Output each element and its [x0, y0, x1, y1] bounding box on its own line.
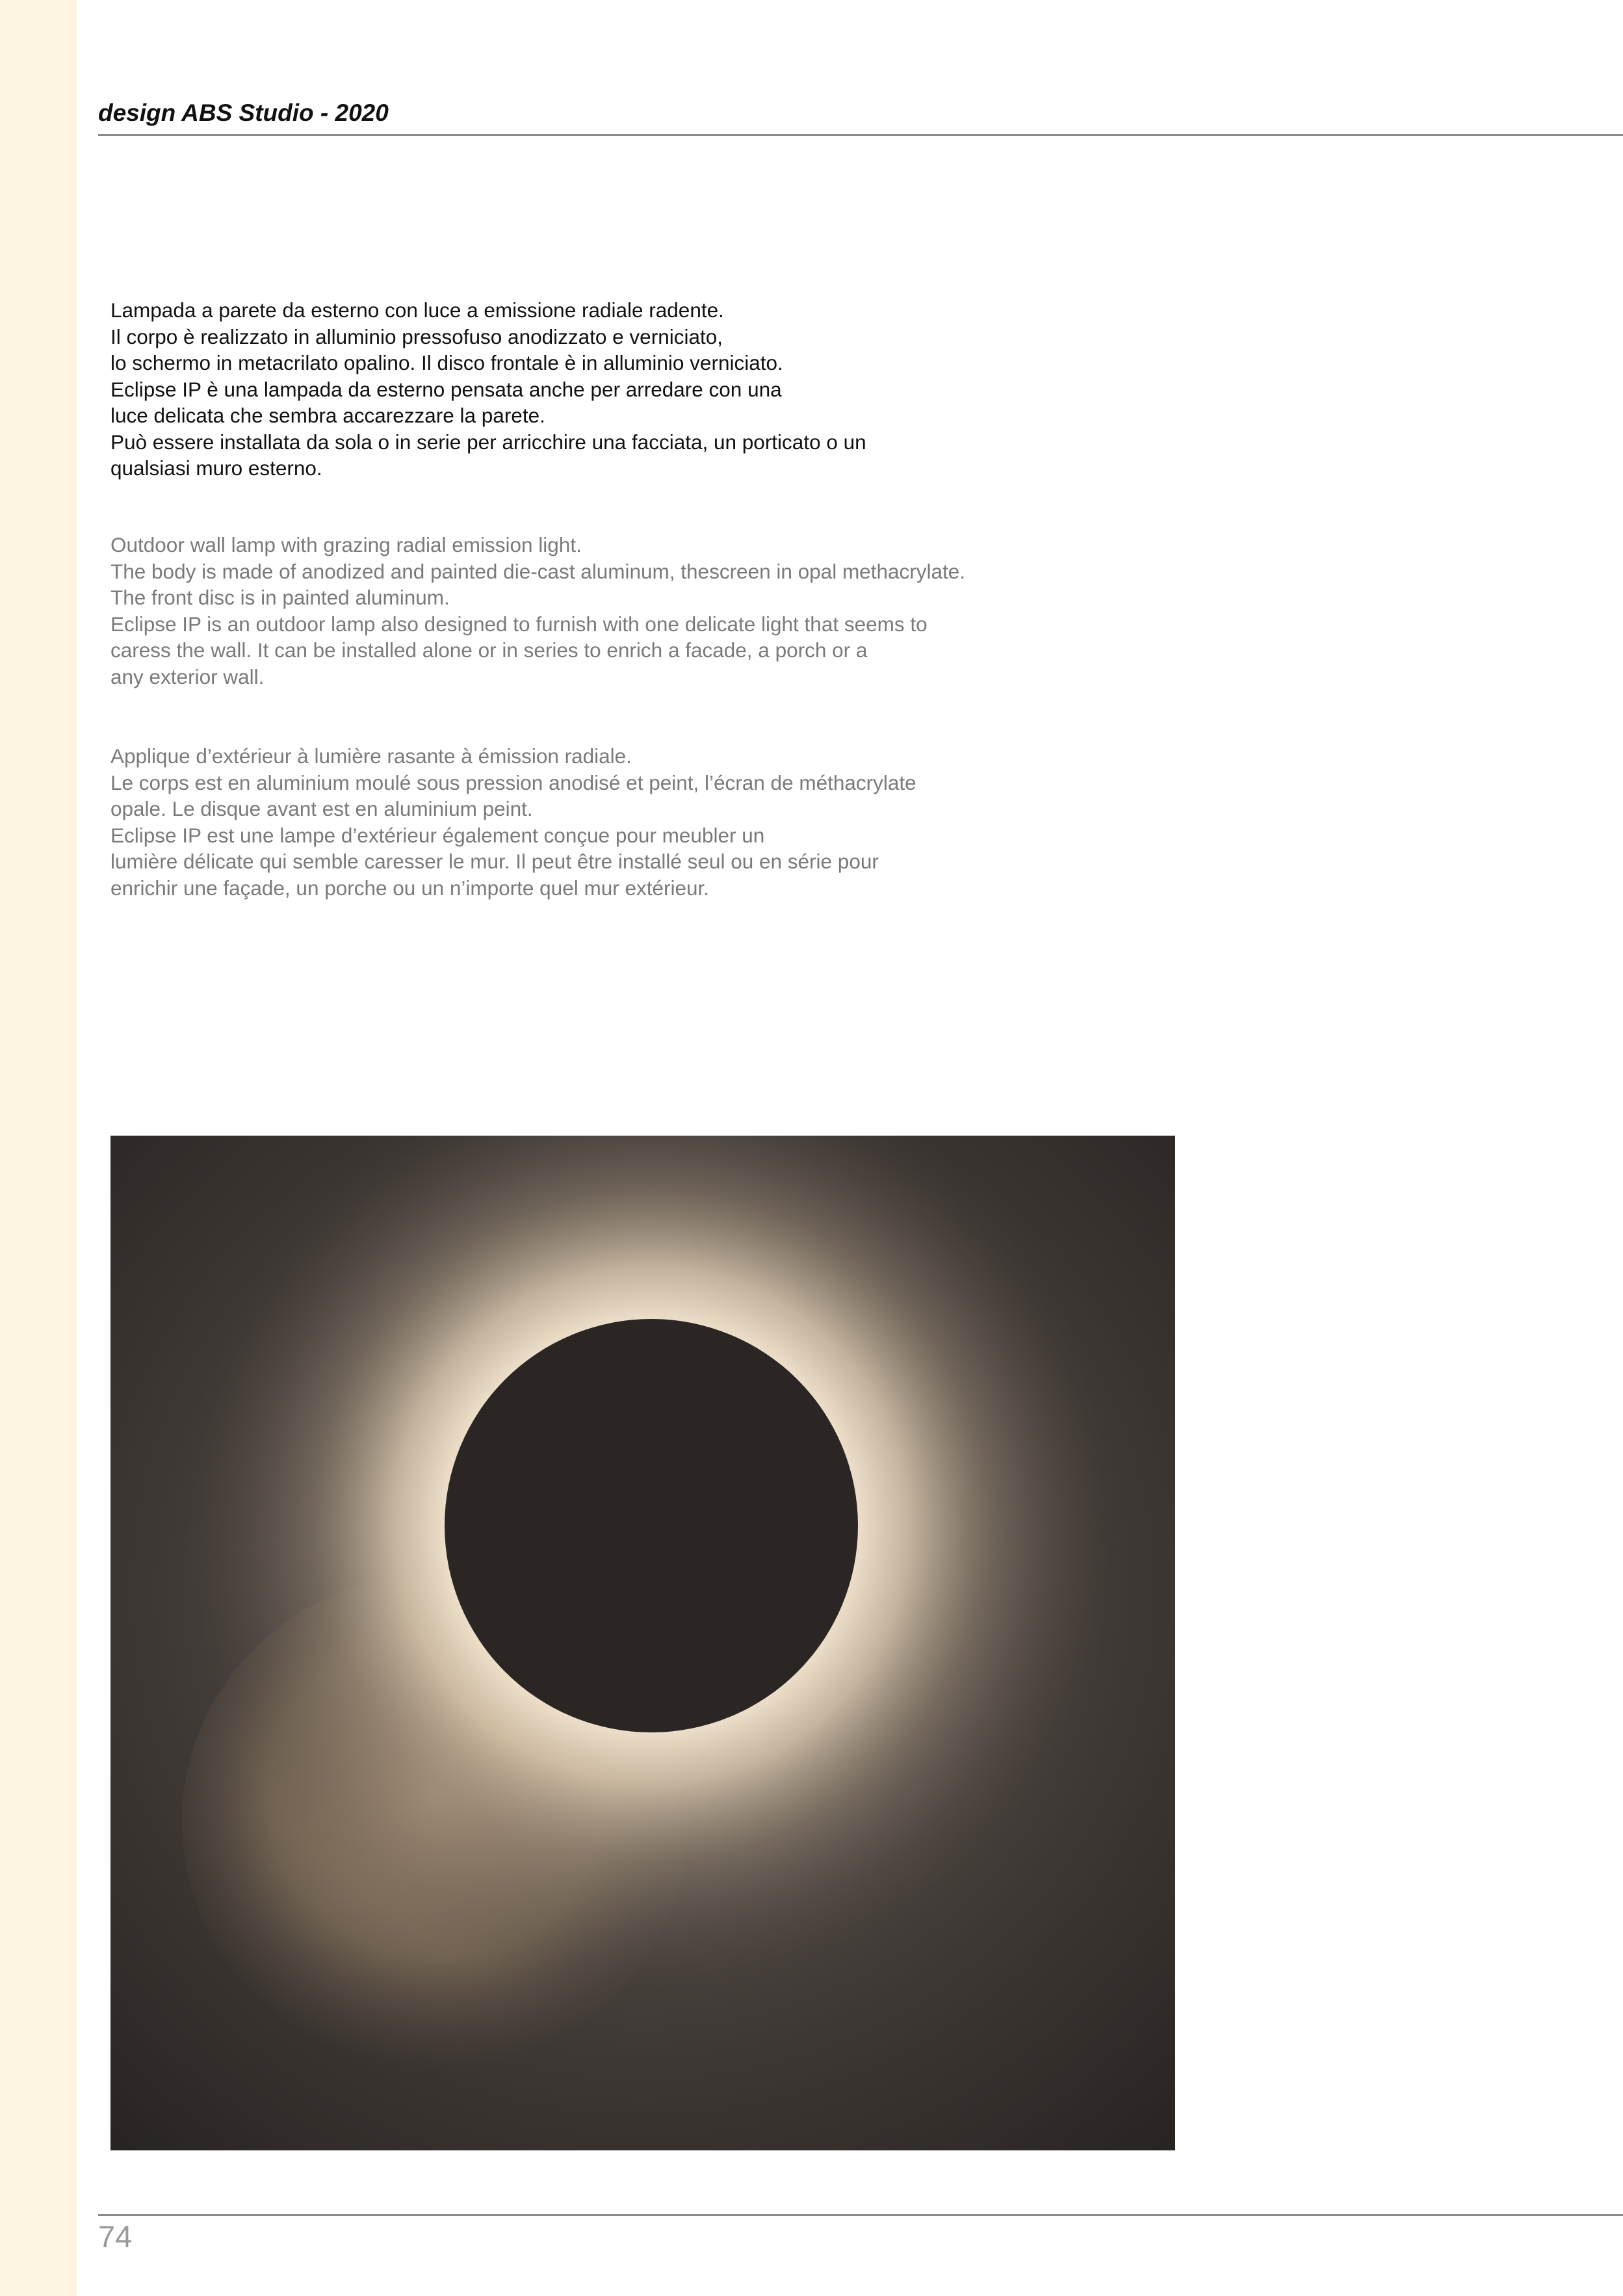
- page-header-title: design ABS Studio - 2020: [98, 99, 389, 126]
- description-line: qualsiasi muro esterno.: [110, 456, 322, 480]
- description-line: lumière délicate qui semble caresser le mur. Il peut être installé seul ou en série pour: [110, 850, 879, 873]
- lamp-illustration: [110, 1136, 1175, 2150]
- description-line: Eclipse IP est une lampe d’extérieur également conçue pour meubler un: [110, 823, 765, 847]
- description-line: The front disc is in painted aluminum.: [110, 586, 450, 609]
- description-line: Eclipse IP is an outdoor lamp also designed to furnish with one delicate light that seems to: [110, 612, 928, 636]
- description-line: Le corps est en aluminium moulé sous pression anodisé et peint, l’écran de méthacrylate: [110, 770, 916, 794]
- description-line: The body is made of anodized and painted die-cast aluminum, thescreen in opal methacrylate.: [110, 559, 966, 583]
- page-number: 74: [98, 2219, 133, 2254]
- description-line: Outdoor wall lamp with grazing radial emission light.: [110, 533, 582, 556]
- description-line: luce delicata che sembra accarezzare la parete.: [110, 404, 545, 427]
- description-line: caress the wall. It can be installed alone or in series to enrich a facade, a porch or a: [110, 638, 868, 662]
- footer-divider: [98, 2214, 1623, 2216]
- side-color-strip: [0, 0, 77, 2296]
- description-line: Lampada a parete da esterno con luce a emissione radiale radente.: [110, 298, 724, 322]
- description-line: Applique d’extérieur à lumière rasante à émission radiale.: [110, 744, 632, 768]
- description-line: any exterior wall.: [110, 664, 265, 688]
- header-divider: [98, 134, 1623, 136]
- description-line: lo schermo in metacrilato opalino. Il disco frontale è in alluminio verniciato.: [110, 351, 783, 374]
- description-line: Il corpo è realizzato in alluminio pressofuso anodizzato e verniciato,: [110, 324, 723, 348]
- description-french: [110, 743, 1150, 901]
- description-italian: [110, 297, 1150, 482]
- product-photo-eclipse-lamp: [110, 1136, 1175, 2150]
- description-english: [110, 532, 1150, 690]
- description-line: enrichir une façade, un porche ou un n’importe quel mur extérieur.: [110, 876, 710, 900]
- description-line: opale. Le disque avant est en aluminium peint.: [110, 797, 533, 820]
- lamp-front-disc: [445, 1319, 858, 1732]
- description-line: Eclipse IP è una lampada da esterno pensata anche per arredare con una: [110, 377, 782, 401]
- description-line: Può essere installata da sola o in serie per arricchire una facciata, un porticato o un: [110, 430, 866, 454]
